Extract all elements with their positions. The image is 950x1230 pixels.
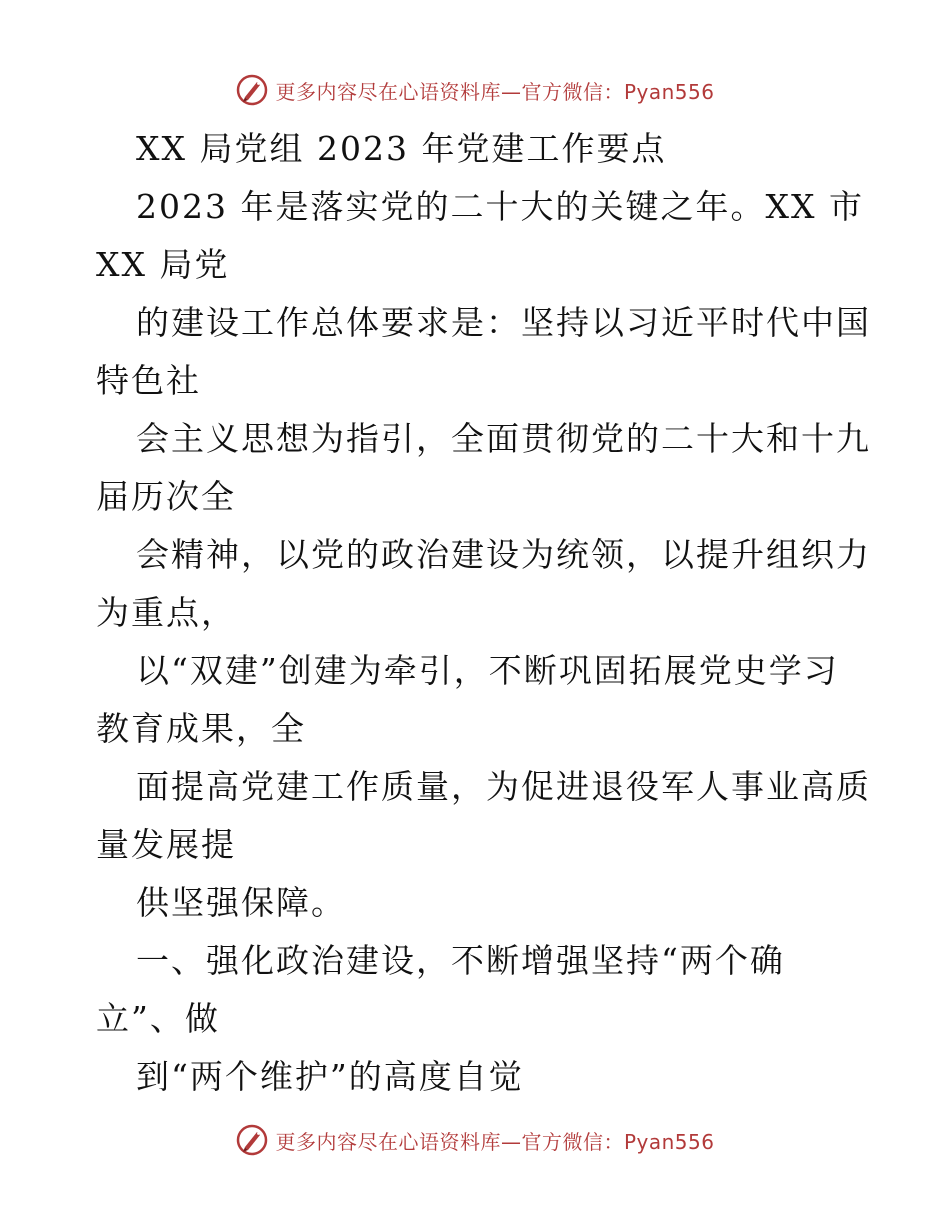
text-line: 量发展提 bbox=[96, 825, 236, 864]
text-line: 到“两个维护”的高度自觉 bbox=[136, 1057, 524, 1096]
text-line: 立”、做 bbox=[96, 999, 220, 1038]
text-line: XX 局党组 2023 年党建工作要点 bbox=[136, 129, 667, 168]
footer-banner bbox=[0, 1120, 950, 1160]
text-line: 为重点， bbox=[96, 593, 236, 632]
text-line: 2023 年是落实党的二十大的关键之年。XX 市 bbox=[136, 187, 864, 226]
header-banner bbox=[0, 70, 950, 110]
text-line: 的建设工作总体要求是：坚持以习近平时代中国 bbox=[136, 303, 871, 342]
header-banner-text: 更多内容尽在心语资料库—官方微信：Pyan556 bbox=[275, 79, 715, 104]
text-line: 以“双建”创建为牵引，不断巩固拓展党史学习 bbox=[136, 651, 839, 690]
pen-logo-icon bbox=[235, 73, 269, 107]
text-line: 特色社 bbox=[96, 361, 201, 400]
text-line: 会精神，以党的政治建设为统领，以提升组织力 bbox=[136, 535, 871, 574]
text-line: 会主义思想为指引，全面贯彻党的二十大和十九 bbox=[136, 419, 871, 458]
text-line: 供坚强保障。 bbox=[136, 883, 346, 922]
text-line: XX 局党 bbox=[96, 245, 230, 284]
text-line: 教育成果，全 bbox=[96, 709, 306, 748]
text-line: 一、强化政治建设，不断增强坚持“两个确 bbox=[136, 941, 785, 980]
text-line: 届历次全 bbox=[96, 477, 236, 516]
pen-logo-icon bbox=[235, 1123, 269, 1157]
text-line: 面提高党建工作质量，为促进退役军人事业高质 bbox=[136, 767, 871, 806]
document-body bbox=[96, 120, 871, 1106]
footer-banner-text: 更多内容尽在心语资料库—官方微信：Pyan556 bbox=[275, 1129, 715, 1154]
